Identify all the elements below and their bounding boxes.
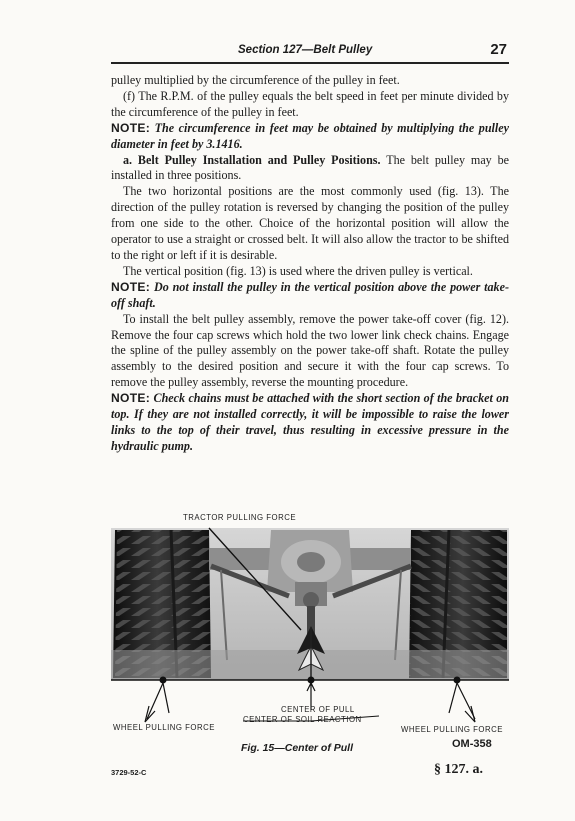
body-text	[111, 73, 509, 455]
footer-section-ref: § 127. a.	[434, 762, 483, 777]
note-circumference	[111, 121, 509, 153]
page-header	[111, 42, 509, 64]
section-a-intro	[111, 153, 509, 185]
tractor-rear-view-drawing	[111, 510, 509, 780]
paragraph-rpm: (f) The R.P.M. of the pulley equals the belt speed in feet per minute divided by the circumference of the pulley in feet.	[111, 88, 509, 119]
right-wheel-force-arrow	[449, 683, 475, 722]
label-center-of-soil-reaction: CENTER OF SOIL REACTION	[243, 715, 362, 724]
paragraph-install-procedure: To install the belt pulley assembly, remove the power take-off cover (fig. 12). Remove the four cap screws which hold the two lower link check chains. Engage the spline of the pulley assembly on the power take-off shaft. Rotate the pulley assembly to the desired position and secure it with the four cap screws. To remove the pulley assembly, reverse the mounting procedure.	[111, 311, 509, 390]
note-text: Check chains must be attached with the short section of the bracket on top. If they are not installed correctly, it will be impossible to raise the lower links to the top of their travel, thus resulting in excessive pressure in the hydraulic pump.	[111, 391, 509, 453]
page-number: 27	[490, 41, 507, 58]
label-wheel-pulling-force-left: WHEEL PULLING FORCE	[113, 723, 215, 732]
paragraph-horizontal-positions: The two horizontal positions are the most commonly used (fig. 13). The direction of the pulley rotation is reversed by changing the position of the pulley from one side to the other. Choice of the horizontal position will allow the operator to use a straight or crossed belt. It will also allow the tractor to be shifted to the right or left if it is desirable.	[111, 184, 509, 262]
left-wheel-force-arrow	[145, 683, 169, 722]
label-tractor-pulling-force: TRACTOR PULLING FORCE	[183, 513, 297, 522]
note-text: The circumference in feet may be obtained by multiplying the pulley diameter in feet by 3.1416.	[111, 120, 510, 151]
label-center-of-pull: CENTER OF PULL	[281, 705, 355, 714]
note-label: NOTE:	[111, 279, 151, 294]
figure-caption: Fig. 15—Center of Pull	[241, 742, 354, 754]
section-a-text: The belt pulley may be installed in three positions.	[111, 152, 510, 183]
figure-code: OM-358	[452, 738, 492, 750]
label-wheel-pulling-force-right: WHEEL PULLING FORCE	[401, 725, 503, 734]
paragraph-continuation: pulley multiplied by the circumference of the pulley in feet.	[111, 73, 400, 87]
left-wheel-contact-point	[160, 677, 167, 684]
note-vertical-install	[111, 280, 509, 312]
note-text: Do not install the pulley in the vertical position above the power take-off shaft.	[111, 279, 510, 310]
figure-center-of-pull	[111, 510, 509, 780]
footer-print-code: 3729-52-C	[111, 768, 147, 777]
section-a-heading: a. Belt Pulley Installation and Pulley Positions.	[123, 152, 381, 167]
note-label: NOTE:	[111, 120, 151, 135]
paragraph-vertical-position: The vertical position (fig. 13) is used where the driven pulley is vertical.	[123, 263, 473, 278]
section-title: Section 127—Belt Pulley	[238, 44, 373, 56]
note-check-chains	[111, 391, 509, 455]
right-wheel-contact-point	[454, 677, 461, 684]
note-label: NOTE:	[111, 391, 151, 406]
